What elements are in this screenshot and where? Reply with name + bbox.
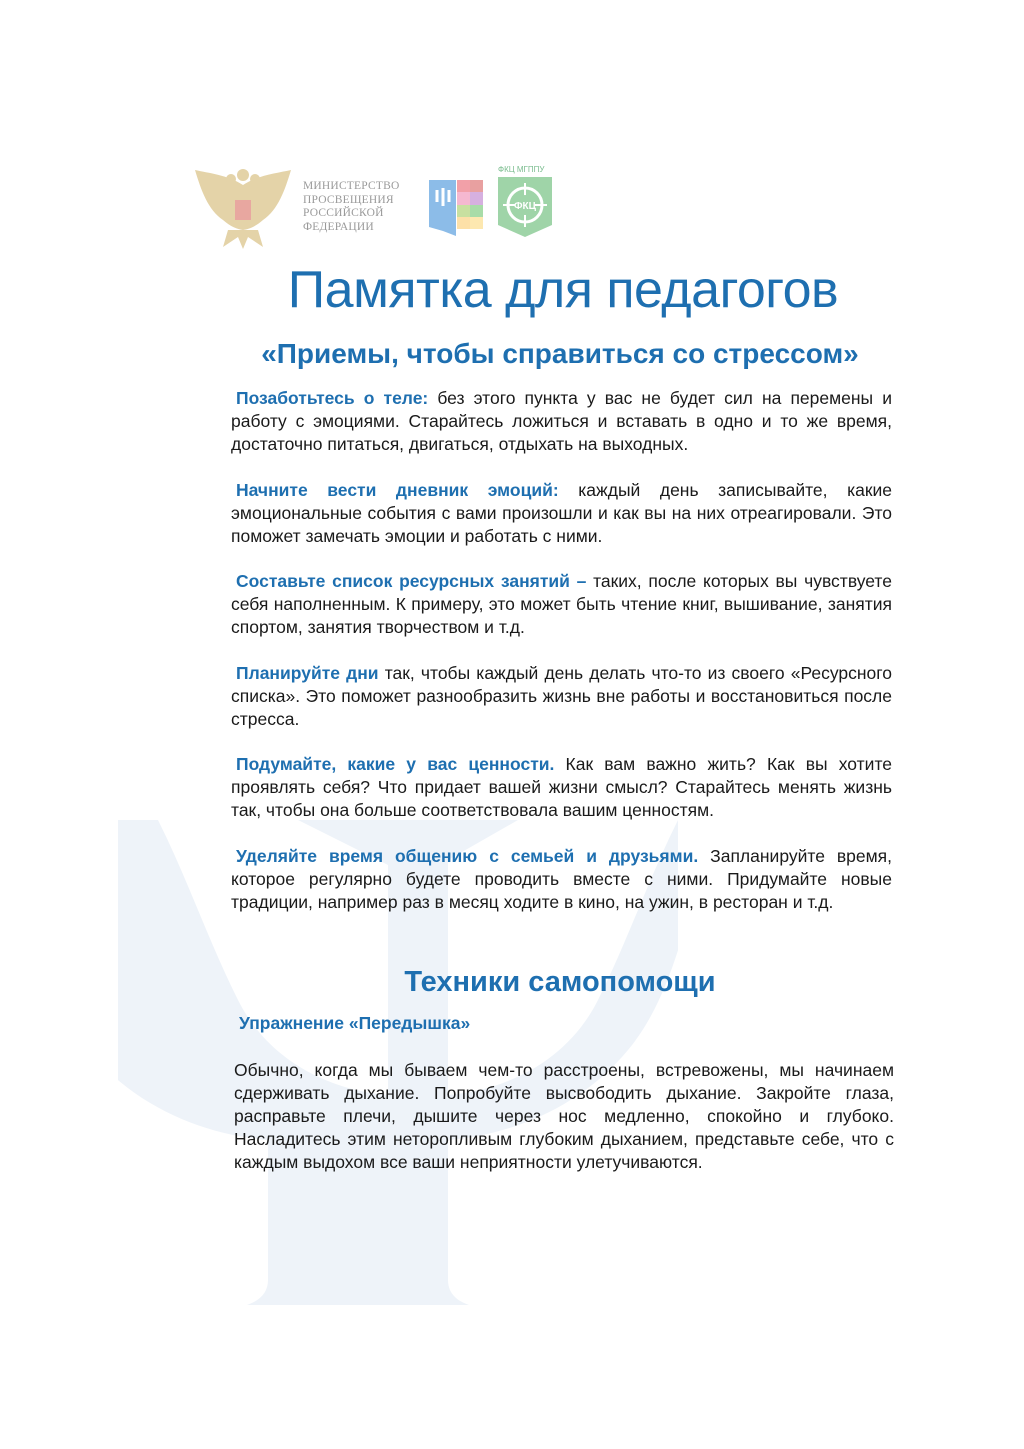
- tip-text: таких, после которых вы чувствуете себя наполненным. К примеру, это может быть чтение книг, вышивание, занятия спортом, занятия творчеством и т.д.: [231, 571, 892, 637]
- section-title: Техники самопомощи: [404, 966, 716, 998]
- tip-text: Запланируйте время, которое регулярно будете проводить вместе с ними. Придумайте новые традиции, например раз в месяц ходите в кино, на ужин, в ресторан и т.д.: [231, 845, 892, 912]
- tip-paragraph: [231, 662, 892, 731]
- ministry-line: МИНИСТЕРСТВО: [303, 180, 400, 192]
- tip-paragraph: [231, 479, 892, 548]
- header-logos: [193, 165, 573, 255]
- tip-key: Подумайте, какие у вас ценности.: [236, 754, 555, 774]
- tip-key: Позаботьтесь о теле:: [236, 388, 429, 408]
- page-subtitle: «Приемы, чтобы справиться со стрессом»: [261, 338, 859, 369]
- tip-key: Начните вести дневник эмоций:: [236, 479, 559, 500]
- tip-key: Составьте список ресурсных занятий –: [236, 571, 587, 591]
- ministry-line: ФЕДЕРАЦИИ: [303, 220, 374, 233]
- tip-paragraph: [231, 753, 892, 822]
- tip-text: так, чтобы каждый день делать что-то из своего «Ресурсного списка». Это поможет разнообразить жизнь вне работы и восстановиться после стресса.: [231, 662, 892, 729]
- tip-key: Уделяйте время общению с семьей и друзьями.: [236, 845, 699, 866]
- tip-paragraph: [231, 570, 892, 639]
- exercise-text: Обычно, когда мы бываем чем-то расстроены, встревожены, мы начинаем сдерживать дыхание. Попробуйте высвободить дыхание. Закройте глаза, расправьте плечи, дышите через нос медленно, спокойно и глубоко. Насладитесь этим неторопливым глубоким дыханием, представьте себе, что с каждым выдохом все ваши неприятности улетучиваются.: [234, 1060, 894, 1172]
- russian-coat-of-arms-icon: [193, 165, 293, 250]
- ministry-line: РОССИЙСКОЙ: [303, 207, 384, 219]
- fkc-logo-icon: [498, 177, 552, 237]
- fkc-caption: ФКЦ МГППУ: [498, 165, 545, 174]
- fkc-logo-text: ФКЦ: [514, 201, 536, 212]
- tip-text: Как вам важно жить? Как вы хотите проявлять себя? Что придает вашей жизни смысл? Старайтесь менять жизнь так, чтобы она больше соответствовала вашим ценностям.: [231, 754, 892, 820]
- tip-paragraph: [231, 845, 892, 914]
- tip-key: Планируйте дни: [236, 662, 379, 683]
- page-title: Памятка для педагогов: [287, 261, 839, 319]
- tip-paragraph: [231, 387, 892, 456]
- mgppu-logo-icon: [429, 178, 485, 236]
- tip-text: без этого пункта у вас не будет сил на перемены и работу с эмоциями. Старайтесь ложиться и вставать в одно и то же время, достаточно питаться, двигаться, отдыхать на выходных.: [231, 388, 892, 454]
- tip-text: каждый день записывайте, какие эмоциональные события с вами произошли и как вы на них отреагировали. Это поможет замечать эмоции и работать с ними.: [231, 479, 893, 546]
- ministry-line: ПРОСВЕЩЕНИЯ: [303, 193, 394, 206]
- ministry-name: [303, 180, 399, 234]
- exercise-title: Упражнение «Передышка»: [239, 1013, 471, 1033]
- tips-list: [231, 387, 892, 936]
